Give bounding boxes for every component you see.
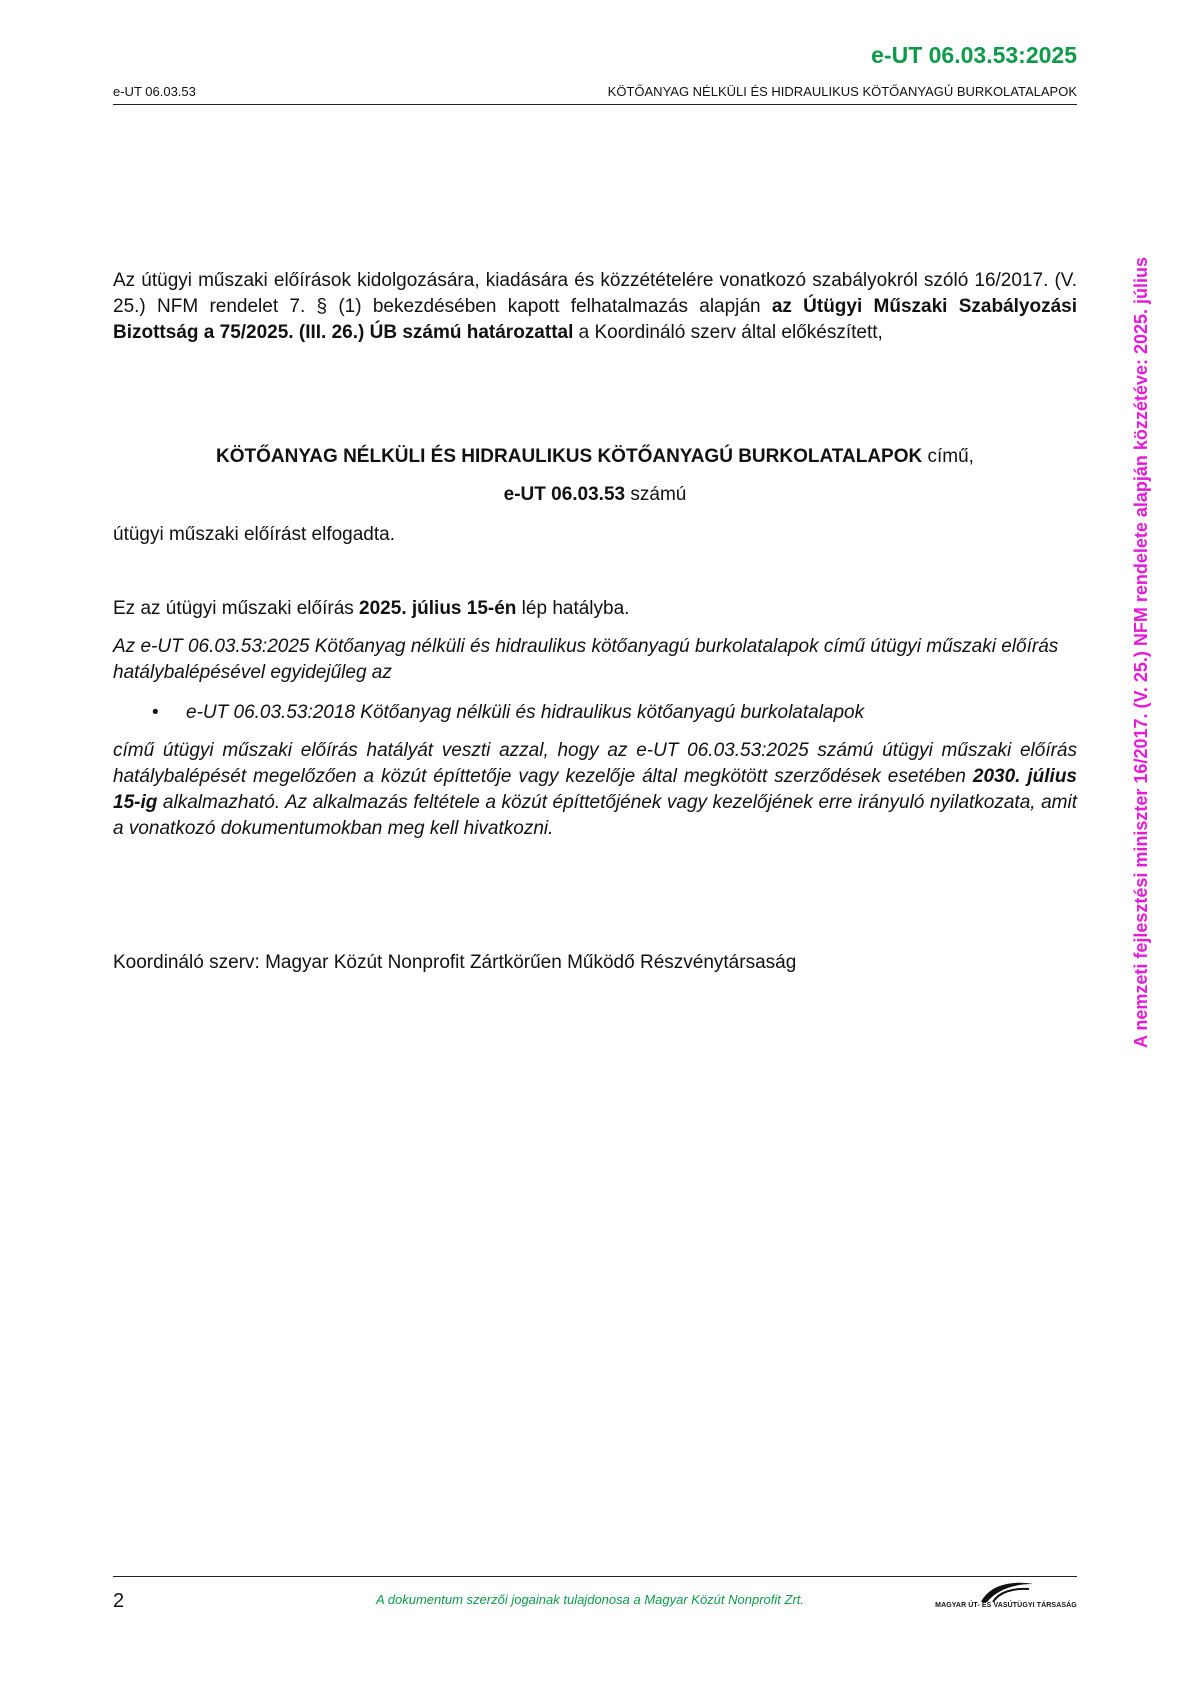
document-code: e-UT 06.03.53:2025: [871, 42, 1077, 68]
regulation-number-line: [113, 482, 1077, 508]
transition-paragraph: [113, 738, 1077, 842]
transition-date: 2030. július 15-ig: [113, 766, 1077, 813]
page-number: 2: [113, 1590, 125, 1612]
running-header: [113, 84, 1077, 105]
regulation-number: e-UT 06.03.53: [503, 484, 626, 505]
side-publication-note: A nemzeti fejlesztési miniszter 16/2017. (V. 25.) NFM rendelete alapján közzétéve: 2025. július: [1131, 257, 1151, 1048]
effective-text-c: lép hatályba.: [516, 598, 630, 619]
regulation-title-line: [113, 444, 1077, 470]
intro-text-c: a Koordináló szerv által előkészített,: [573, 322, 883, 343]
transition-text-c: alkalmazható. Az alkalmazás feltétele a közút építtetőjének vagy kezelőjének erre irányuló nyilatkozata, amit a vonatkozó dokumentumokban meg kell hivatkozni.: [113, 792, 1077, 839]
effective-date: 2025. július 15-én: [359, 598, 517, 619]
regulation-number-suffix: számú: [625, 484, 687, 505]
transition-text-a: című útügyi műszaki előírás hatályát veszti azzal, hogy az e-UT 06.03.53:2025 számú útügyi műszaki előírás hatálybalépését megelőzően a közút építtetője vagy kezelője által megkötött szerződések esetében: [113, 740, 1077, 787]
repealed-regulation: e-UT 06.03.53:2018 Kötőanyag nélküli és hidraulikus kötőanyagú burkolatalapok: [186, 702, 865, 723]
regulation-title-suffix: című,: [922, 446, 974, 467]
coordinator-paragraph: Koordináló szerv: Magyar Közút Nonprofit Zártkörűen Működő Részvénytársaság: [113, 952, 797, 973]
intro-text-a: Az útügyi műszaki előírások kidolgozására, kiadására és közzétételére vonatkozó szabályokról szóló 16/2017. (V. 25.) NFM rendelet 7. § (1) bekezdésében kapott felhatalmazás alapján: [113, 270, 1077, 317]
logo-text: MAGYAR ÚT- ÉS VASÚTÜGYI TÁRSASÁG: [935, 1602, 1077, 1609]
copyright-notice: A dokumentum szerzői jogainak tulajdonosa a Magyar Közút Nonprofit Zrt.: [375, 1592, 804, 1607]
intro-text-bold: az Útügyi Műszaki Szabályozási Bizottság a 75/2025. (III. 26.) ÚB számú határozattal: [113, 296, 1078, 343]
effective-date-paragraph: [113, 596, 1077, 622]
repeal-intro-paragraph: Az e-UT 06.03.53:2025 Kötőanyag nélküli és hidraulikus kötőanyagú burkolatalapok című útügyi műszaki előírás hatálybalépésével egyidejűleg az: [113, 636, 1059, 683]
footer-divider: [113, 1576, 1077, 1577]
bullet-icon: •: [152, 702, 159, 723]
regulation-title: KÖTŐANYAG NÉLKÜLI ÉS HIDRAULIKUS KÖTŐANYAGÚ BURKOLATALAPOK: [216, 446, 923, 467]
adopted-paragraph: útügyi műszaki előírást elfogadta.: [113, 524, 395, 545]
intro-paragraph: [113, 268, 1077, 346]
society-logo: [935, 1578, 1077, 1618]
society-arch-logo-icon: [979, 1578, 1035, 1604]
header-left-code: e-UT 06.03.53: [113, 84, 196, 99]
effective-text-a: Ez az útügyi műszaki előírás: [113, 598, 360, 619]
header-right-title: KÖTŐANYAG NÉLKÜLI ÉS HIDRAULIKUS KÖTŐANYAGÚ BURKOLATALAPOK: [607, 84, 1077, 99]
